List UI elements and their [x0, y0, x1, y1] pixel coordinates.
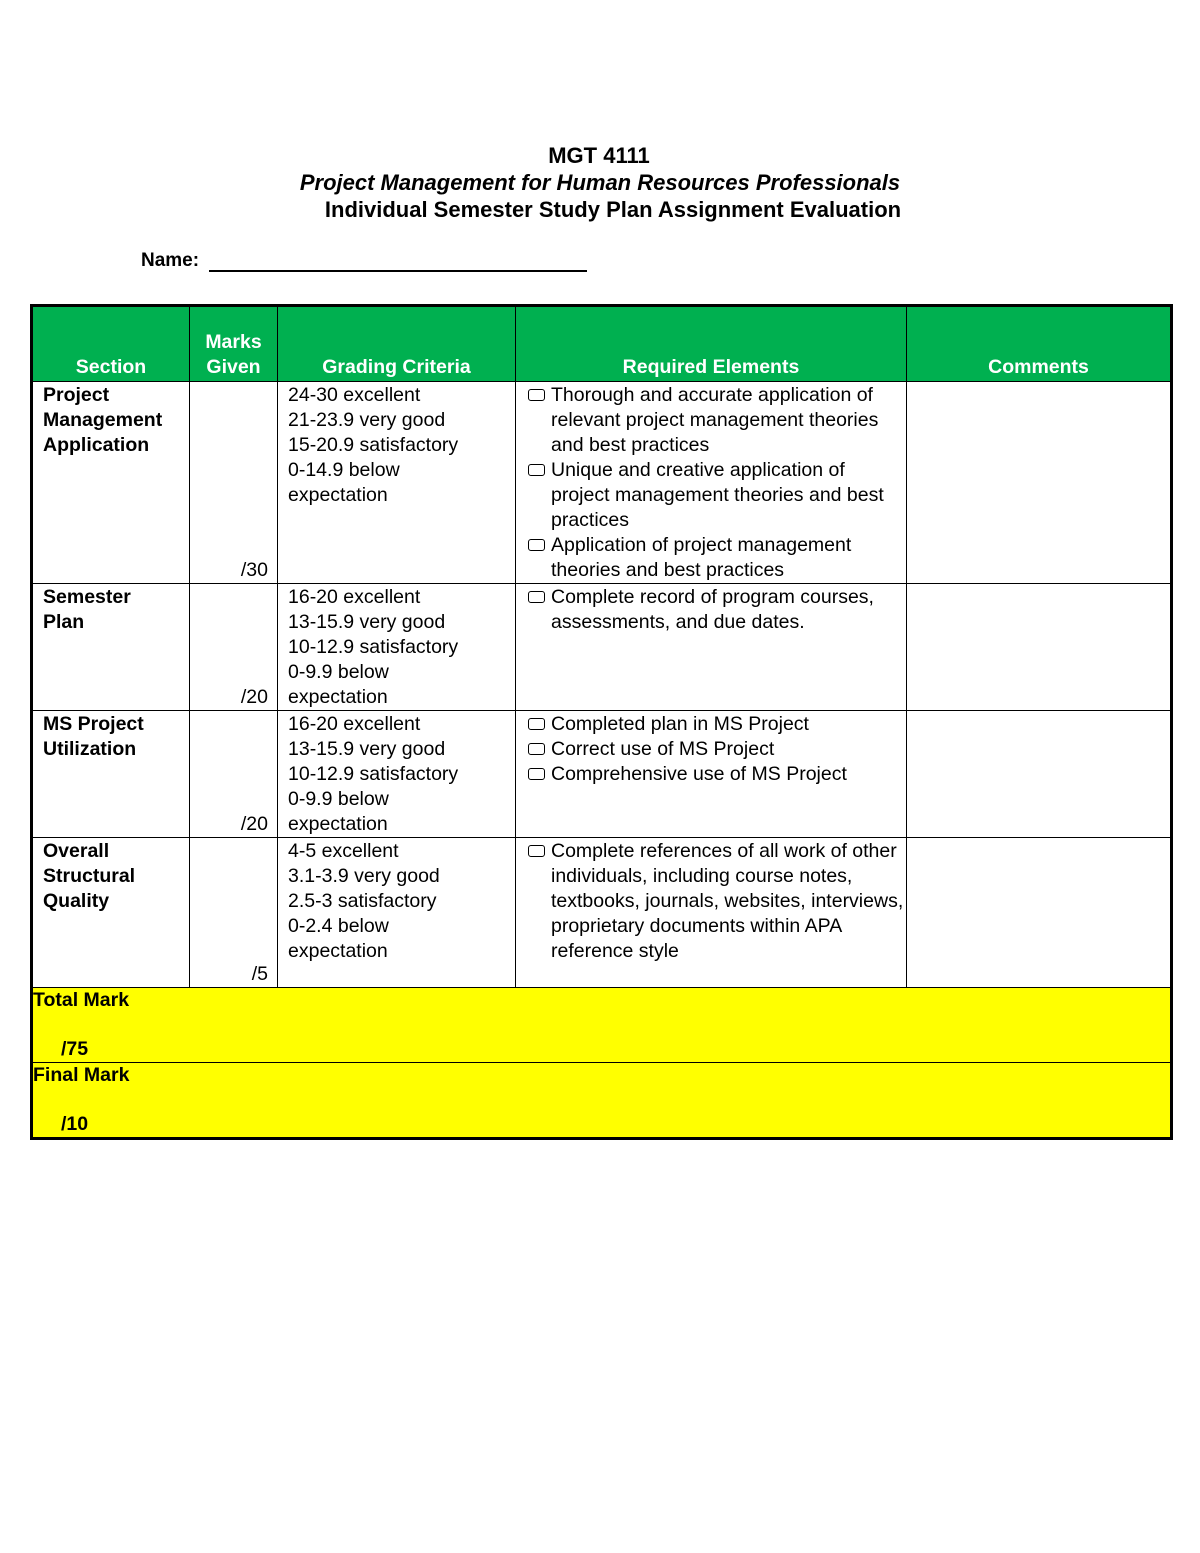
- marks-total: /20: [240, 813, 268, 835]
- checkbox-icon[interactable]: [528, 539, 545, 551]
- criteria-line: expectation: [288, 813, 388, 835]
- course-code: MGT 4111: [548, 143, 650, 168]
- criteria-line: 13-15.9 very good: [288, 611, 446, 633]
- criteria-line: 15-20.9 satisfactory: [288, 434, 459, 456]
- grading-criteria-cell: [278, 584, 516, 711]
- col-header-comments: Comments: [907, 306, 1172, 382]
- checkbox-icon[interactable]: [528, 845, 545, 857]
- required-element-item: [528, 458, 906, 533]
- required-element-text: Application of project management theories and best practices: [551, 534, 852, 581]
- checkbox-icon[interactable]: [528, 389, 545, 401]
- section-name-line: Utilization: [43, 738, 137, 760]
- marks-given-cell[interactable]: [190, 584, 278, 711]
- section-name-line: Quality: [43, 890, 110, 912]
- marks-given-cell[interactable]: [190, 838, 278, 988]
- evaluation-table: [30, 304, 1173, 1140]
- table-row: [32, 838, 1172, 988]
- required-elements-cell: [516, 382, 907, 584]
- checkbox-icon[interactable]: [528, 464, 545, 476]
- section-cell: [32, 584, 190, 711]
- required-element-item: [528, 737, 906, 762]
- document-title: Individual Semester Study Plan Assignment Evaluation: [324, 197, 902, 222]
- col-header-criteria: Grading Criteria: [278, 306, 516, 382]
- final-mark-row: [32, 1063, 1172, 1139]
- col-header-required: Required Elements: [516, 306, 907, 382]
- checkbox-icon[interactable]: [528, 591, 545, 603]
- required-element-item: [528, 712, 906, 737]
- criteria-line: 21-23.9 very good: [288, 409, 446, 431]
- required-element-text: Complete references of all work of other individuals, including course notes, textbooks, journals, websites, interviews, proprietary documents within APA reference style: [551, 840, 904, 962]
- required-element-text: Thorough and accurate application of relevant project management theories and best practices: [551, 384, 879, 456]
- comments-cell[interactable]: [907, 838, 1172, 988]
- checkbox-icon[interactable]: [528, 768, 545, 780]
- criteria-line: 0-9.9 below: [288, 788, 389, 810]
- document-header: [0, 142, 1200, 223]
- section-name-line: Overall: [43, 840, 110, 862]
- criteria-line: 0-14.9 below: [288, 459, 400, 481]
- table-header-row: [32, 306, 1172, 382]
- section-name-line: Project: [43, 384, 110, 406]
- required-element-text: Unique and creative application of project management theories and best practices: [551, 459, 884, 531]
- checkbox-icon[interactable]: [528, 718, 545, 730]
- final-mark-label: Final Mark: [33, 1064, 130, 1086]
- required-element-item: [528, 533, 906, 583]
- section-cell: [32, 382, 190, 584]
- col-header-section: Section: [32, 306, 190, 382]
- marks-total: /20: [240, 686, 268, 708]
- final-mark-value[interactable]: /10: [61, 1113, 89, 1135]
- section-name-line: Application: [43, 434, 150, 456]
- criteria-line: expectation: [288, 484, 388, 506]
- table-row: [32, 711, 1172, 838]
- criteria-line: 10-12.9 satisfactory: [288, 763, 459, 785]
- total-mark-row: [32, 988, 1172, 1063]
- section-name-line: Management: [43, 409, 163, 431]
- section-cell: [32, 838, 190, 988]
- criteria-line: 4-5 excellent: [288, 840, 399, 862]
- required-element-item: [528, 762, 906, 787]
- col-header-marks-line1: Marks: [205, 331, 262, 353]
- criteria-line: 24-30 excellent: [288, 384, 421, 406]
- name-input-line[interactable]: [209, 250, 587, 272]
- total-mark-value[interactable]: /75: [61, 1038, 89, 1060]
- required-element-text: Completed plan in MS Project: [551, 713, 809, 735]
- criteria-line: 16-20 excellent: [288, 713, 421, 735]
- required-elements-cell: [516, 838, 907, 988]
- criteria-line: 3.1-3.9 very good: [288, 865, 440, 887]
- section-cell: [32, 711, 190, 838]
- criteria-line: expectation: [288, 686, 388, 708]
- marks-given-cell[interactable]: [190, 711, 278, 838]
- required-element-item: [528, 585, 906, 635]
- criteria-line: 10-12.9 satisfactory: [288, 636, 459, 658]
- table-row: [32, 584, 1172, 711]
- section-name-line: MS Project: [43, 713, 144, 735]
- col-header-marks: [190, 306, 278, 382]
- criteria-line: 0-2.4 below: [288, 915, 389, 937]
- comments-cell[interactable]: [907, 584, 1172, 711]
- checkbox-icon[interactable]: [528, 743, 545, 755]
- criteria-line: 0-9.9 below: [288, 661, 389, 683]
- required-elements-cell: [516, 711, 907, 838]
- section-name-line: Semester: [43, 586, 131, 608]
- criteria-line: 13-15.9 very good: [288, 738, 446, 760]
- col-header-marks-line2: Given: [206, 356, 261, 378]
- grading-criteria-cell: [278, 838, 516, 988]
- criteria-line: 16-20 excellent: [288, 586, 421, 608]
- required-element-text: Comprehensive use of MS Project: [551, 763, 847, 785]
- criteria-line: expectation: [288, 940, 388, 962]
- course-title: Project Management for Human Resources Professionals: [299, 170, 901, 195]
- grading-criteria-cell: [278, 382, 516, 584]
- name-field: [141, 250, 587, 272]
- marks-total: /5: [251, 963, 268, 985]
- required-element-text: Correct use of MS Project: [551, 738, 775, 760]
- required-element-item: [528, 839, 906, 964]
- name-label: Name:: [141, 250, 200, 271]
- section-name-line: Plan: [43, 611, 85, 633]
- criteria-line: 2.5-3 satisfactory: [288, 890, 437, 912]
- comments-cell[interactable]: [907, 711, 1172, 838]
- required-element-text: Complete record of program courses, assessments, and due dates.: [551, 586, 874, 633]
- grading-criteria-cell: [278, 711, 516, 838]
- required-elements-cell: [516, 584, 907, 711]
- marks-given-cell[interactable]: [190, 382, 278, 584]
- total-mark-label: Total Mark: [33, 989, 130, 1011]
- marks-total: /30: [240, 559, 268, 581]
- required-element-item: [528, 383, 906, 458]
- section-name-line: Structural: [43, 865, 136, 887]
- table-row: [32, 382, 1172, 584]
- comments-cell[interactable]: [907, 382, 1172, 584]
